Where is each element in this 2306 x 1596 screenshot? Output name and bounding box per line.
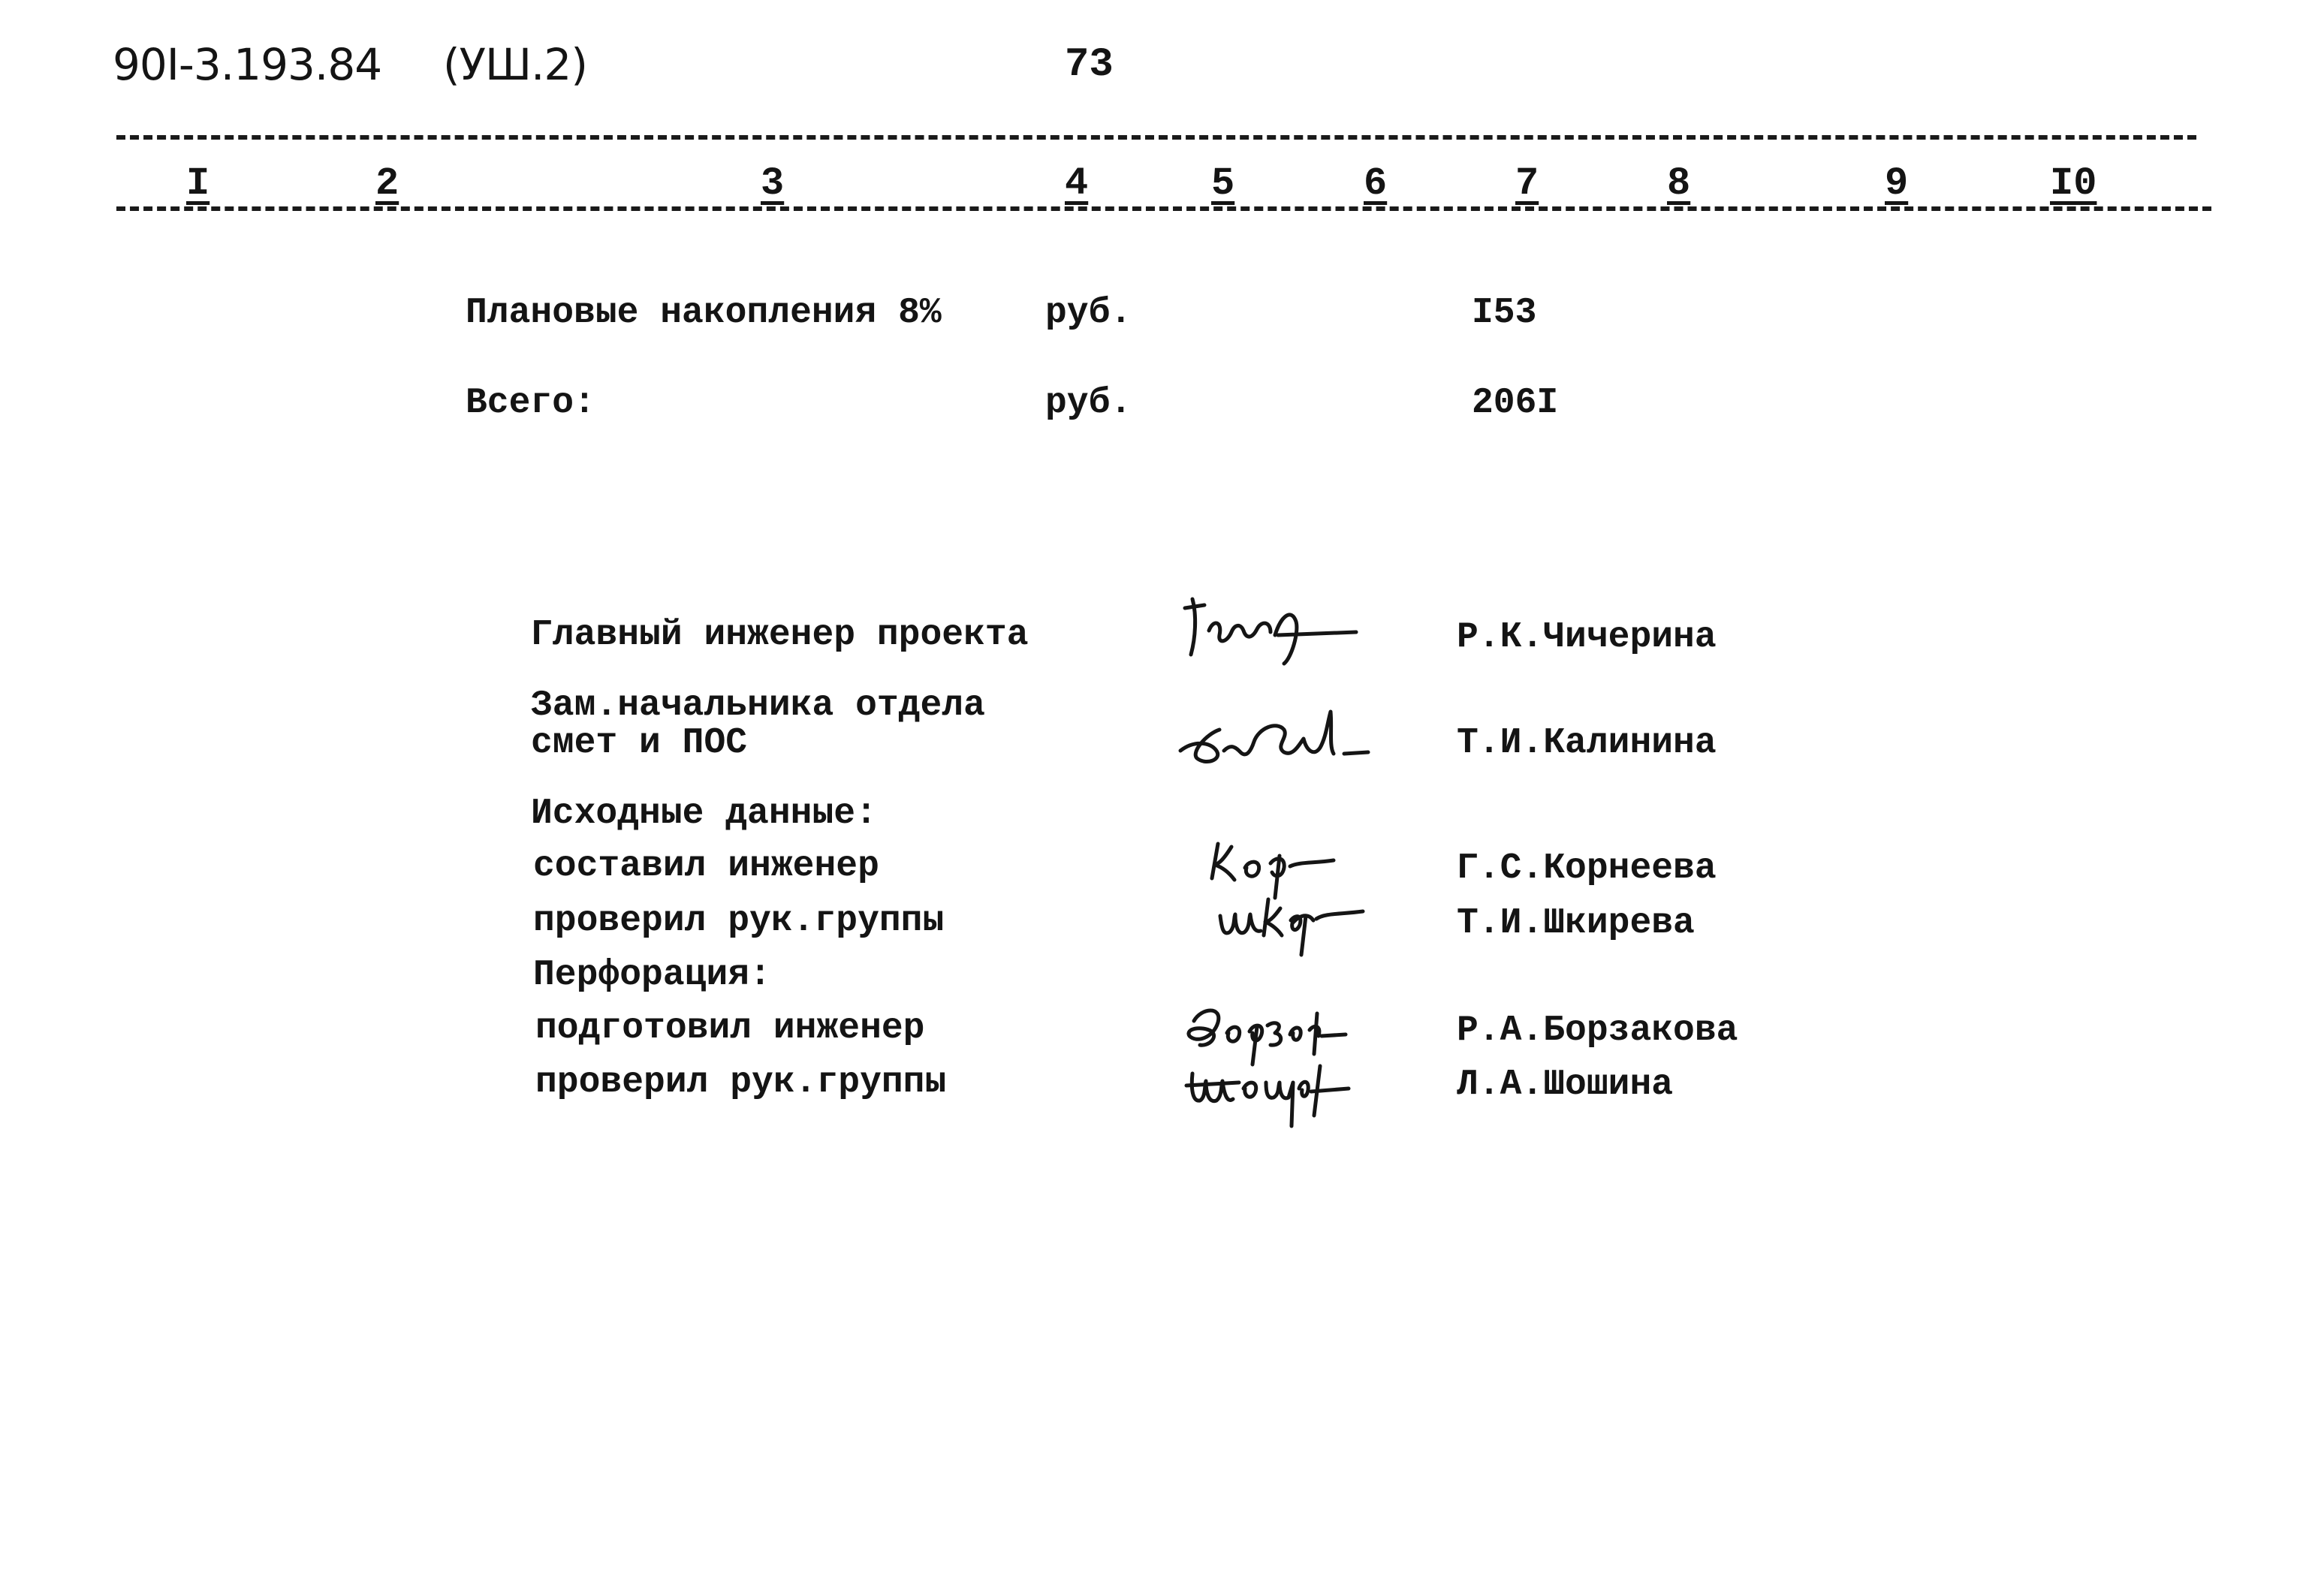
name-compiled: Г.С.Корнеева: [1457, 848, 1717, 889]
perforation-heading: Перфорация:: [533, 955, 771, 995]
column-number: 5: [1204, 161, 1242, 206]
role-chief-engineer: Главный инженер проекта: [531, 615, 1029, 655]
signature-chief-engineer: [1179, 586, 1359, 668]
name-deputy-head: Т.И.Калинина: [1457, 723, 1717, 763]
column-number: I0: [2042, 161, 2104, 206]
page-number: 73: [1065, 42, 1114, 88]
column-number: 6: [1356, 161, 1394, 206]
role-checked-2: проверил рук.группы: [535, 1062, 947, 1103]
column-number: 9: [1877, 161, 1916, 206]
signature-checked-1: [1213, 878, 1385, 961]
bottom-dashed-rule: [116, 206, 2211, 211]
role-deputy-head-line1: Зам.начальника отдела: [531, 685, 985, 726]
section-code: (УШ.2): [443, 39, 587, 90]
name-prepared: Р.А.Борзакова: [1457, 1010, 1738, 1051]
role-checked-1: проверил рук.группы: [533, 901, 945, 941]
top-dashed-rule: [116, 135, 2196, 140]
signature-deputy-head: [1171, 698, 1374, 773]
summary-value-planned: I53: [1472, 293, 1537, 333]
name-checked-1: Т.И.Шкирева: [1457, 903, 1695, 944]
column-number: 8: [1659, 161, 1698, 206]
column-number: 3: [753, 161, 791, 206]
summary-unit-planned: руб.: [1045, 293, 1132, 333]
column-number: 4: [1057, 161, 1096, 206]
name-checked-2: Л.А.Шошина: [1457, 1065, 1674, 1105]
summary-label-planned: Плановые накопления 8%: [466, 293, 942, 333]
column-number: 7: [1508, 161, 1546, 206]
summary-label-total: Всего:: [466, 383, 595, 423]
signature-checked-2: [1179, 1043, 1352, 1134]
column-number: 2: [368, 161, 406, 206]
summary-value-total: 206I: [1472, 383, 1559, 423]
name-chief-engineer: Р.К.Чичерина: [1457, 617, 1717, 658]
summary-unit-total: руб.: [1045, 383, 1132, 423]
document-code: 90I-3.193.84: [113, 39, 382, 90]
source-data-heading: Исходные данные:: [531, 793, 877, 834]
column-number: I: [179, 161, 217, 206]
role-compiled: составил инженер: [533, 846, 879, 887]
role-deputy-head-line2: смет и ПОС: [531, 723, 748, 763]
role-prepared: подготовил инженер: [535, 1008, 925, 1049]
